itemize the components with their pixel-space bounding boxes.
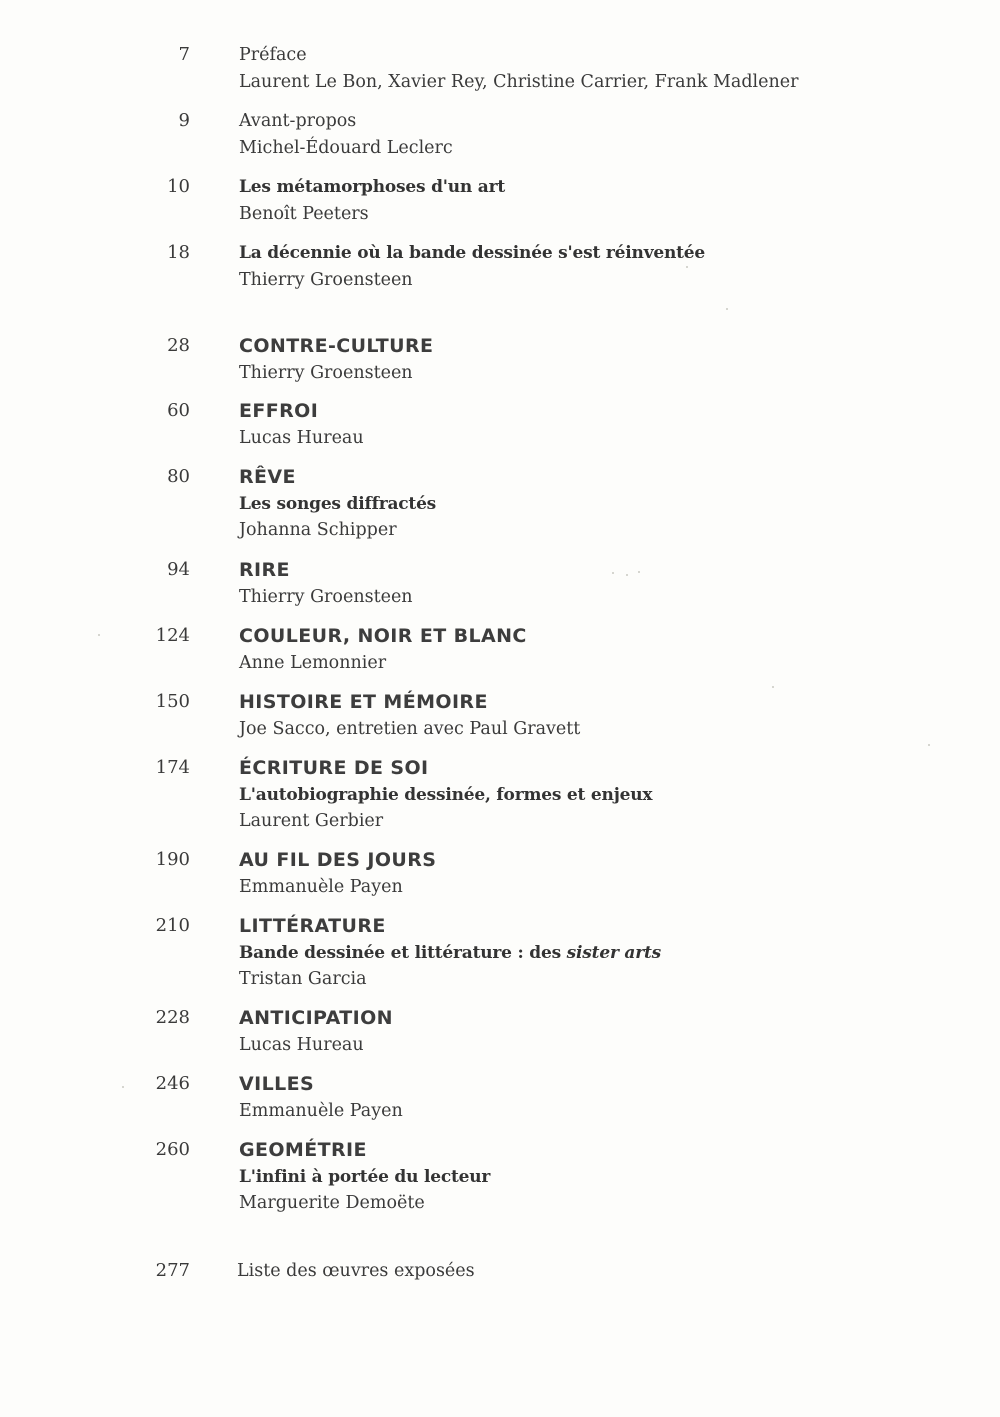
section-heading: ANTICIPATION — [239, 1007, 393, 1029]
section-heading: EFFROI — [239, 400, 319, 422]
section-heading: LITTÉRATURE — [239, 915, 386, 937]
page-number: 94 — [167, 559, 190, 580]
entry-author: Thierry Groensteen — [239, 269, 413, 290]
entry-title: Avant-propos — [239, 111, 357, 131]
entry-author: Tristan Garcia — [239, 969, 367, 989]
entry-title: Liste des œuvres exposées — [237, 1261, 475, 1281]
page-number: 9 — [178, 110, 190, 131]
section-heading: ÉCRITURE DE SOI — [239, 757, 429, 779]
section-heading: VILLES — [239, 1073, 315, 1095]
entry-author: Lucas Hureau — [239, 427, 364, 448]
page-number: 124 — [155, 625, 190, 646]
entry-author: Laurent Le Bon, Xavier Rey, Christine Carrier, Frank Madlener — [239, 71, 799, 92]
entry-author: Johanna Schipper — [239, 520, 397, 540]
entry-subtitle: L'infini à portée du lecteur — [239, 1166, 491, 1187]
page-number: 7 — [178, 44, 190, 65]
page-number: 150 — [155, 691, 190, 712]
scan-speck — [928, 744, 930, 746]
page-number: 10 — [167, 176, 190, 197]
page-number: 277 — [155, 1260, 190, 1281]
scan-speck — [772, 686, 774, 688]
page-number: 18 — [167, 242, 190, 263]
entry-author: Thierry Groensteen — [239, 586, 413, 607]
page-number: 246 — [155, 1073, 190, 1094]
entry-title: La décennie où la bande dessinée s'est réinventée — [239, 243, 706, 263]
entry-subtitle-text: Bande dessinée et littérature : des — [239, 942, 561, 963]
page-number: 80 — [167, 466, 190, 487]
entry-author: Marguerite Demoëte — [239, 1193, 425, 1213]
entry-author: Anne Lemonnier — [239, 652, 387, 673]
scan-speck — [638, 571, 640, 573]
entry-author: Lucas Hureau — [239, 1034, 364, 1055]
entry-subtitle: L'autobiographie dessinée, formes et enjeux — [239, 784, 653, 805]
entry-title: Les métamorphoses d'un art — [239, 177, 506, 197]
scan-speck — [626, 574, 628, 576]
page-number: 28 — [167, 335, 190, 356]
entry-subtitle-italic: sister arts — [566, 942, 662, 963]
page-number: 228 — [155, 1007, 190, 1028]
section-heading: GEOMÉTRIE — [239, 1139, 367, 1161]
entry-subtitle: Les songes diffractés — [239, 493, 437, 514]
section-heading: CONTRE-CULTURE — [239, 335, 434, 357]
page-number: 260 — [155, 1139, 190, 1160]
entry-author: Laurent Gerbier — [239, 811, 384, 831]
scan-speck — [686, 266, 688, 268]
scan-speck — [122, 1086, 124, 1088]
scan-speck — [612, 572, 614, 574]
entry-author: Thierry Groensteen — [239, 362, 413, 383]
section-heading: RÊVE — [239, 466, 296, 488]
section-heading: COULEUR, NOIR ET BLANC — [239, 625, 527, 647]
section-heading: HISTOIRE ET MÉMOIRE — [239, 691, 488, 713]
entry-author: Joe Sacco, entretien avec Paul Gravett — [239, 718, 581, 739]
entry-subtitle — [239, 940, 939, 967]
scan-speck — [726, 308, 728, 310]
page-number: 60 — [167, 400, 190, 421]
entry-author: Michel-Édouard Leclerc — [239, 137, 453, 158]
section-heading: AU FIL DES JOURS — [239, 849, 437, 871]
entry-author: Benoît Peeters — [239, 203, 369, 224]
section-heading: RIRE — [239, 559, 290, 581]
page-number: 190 — [155, 849, 190, 870]
page-number: 210 — [155, 915, 190, 936]
scan-speck — [98, 634, 100, 636]
entry-title: Préface — [239, 45, 307, 65]
page-number: 174 — [155, 757, 190, 778]
entry-author: Emmanuèle Payen — [239, 876, 403, 897]
entry-author: Emmanuèle Payen — [239, 1100, 403, 1121]
